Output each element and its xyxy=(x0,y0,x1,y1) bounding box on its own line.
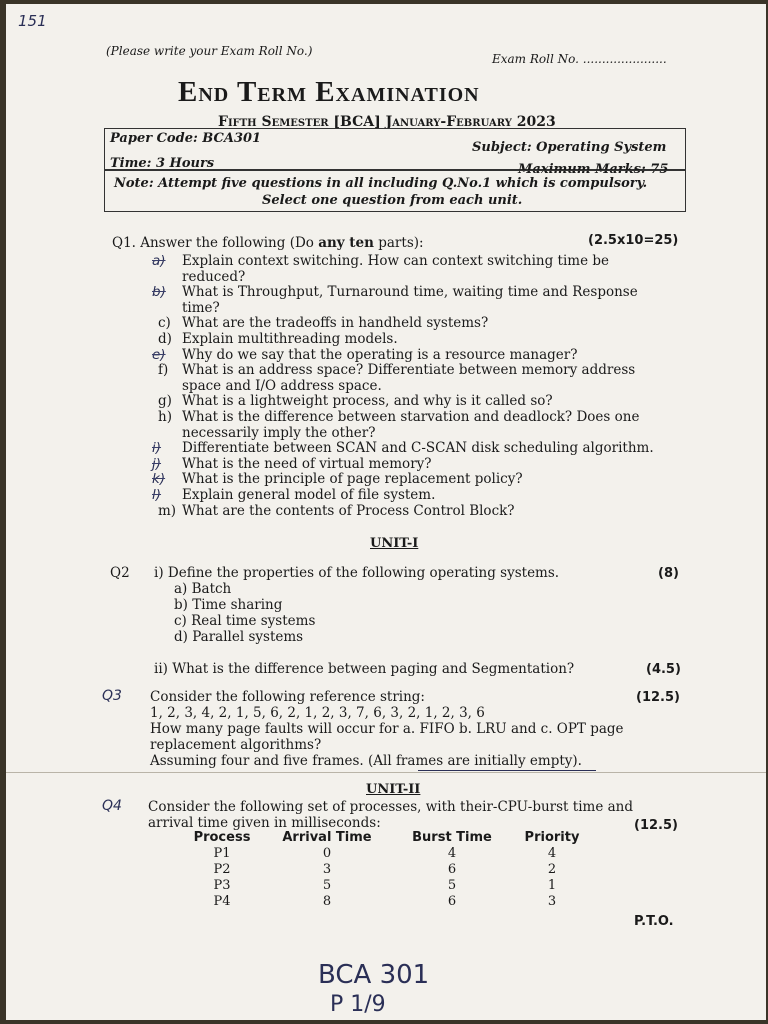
exam-paper xyxy=(6,4,766,1020)
q1-part-text: What is the principle of page replacement policy? xyxy=(182,471,523,488)
semester-line: Fifth Semester [BCA] January-February 2023 xyxy=(218,114,556,130)
column-header: Priority xyxy=(524,830,580,845)
q3-marks: (12.5) xyxy=(636,690,680,705)
q2-marks-2: (4.5) xyxy=(646,662,681,677)
q1-part-text: What is the difference between starvation and deadlock? Does one xyxy=(182,409,640,425)
q2-part-2: ii) What is the difference between paging and Segmentation? xyxy=(154,661,575,677)
q4-line-1: Consider the following set of processes, with their-CPU-burst time and xyxy=(148,799,633,815)
q1-part-label: k) xyxy=(152,471,166,488)
q1-part-text: reduced? xyxy=(182,268,246,285)
q1-part-text: Why do we say that the operating is a resource manager? xyxy=(182,346,578,363)
q1-part-label: b) xyxy=(152,284,166,301)
exam-time: Time: 3 Hours xyxy=(110,156,215,171)
q1-part-label: a) xyxy=(152,253,166,269)
q1-part-label: g) xyxy=(158,393,172,410)
table-cell: 6 xyxy=(447,893,457,909)
table-cell: 0 xyxy=(322,845,332,861)
roll-instruction: (Please write your Exam Roll No.) xyxy=(106,44,313,58)
handwritten-underline xyxy=(418,770,596,771)
maximum-marks: Maximum Marks: 75 xyxy=(518,162,669,177)
exam-roll-field[interactable]: Exam Roll No. ...................... xyxy=(492,52,667,66)
q4-number: Q4 xyxy=(102,798,122,814)
pto-label: P.T.O. xyxy=(634,914,674,929)
table-cell: P2 xyxy=(213,861,231,877)
table-cell: 2 xyxy=(547,861,557,877)
table-row xyxy=(182,877,592,893)
q2-item: d) Parallel systems xyxy=(174,629,304,645)
table-header-row xyxy=(182,830,592,845)
q1-part-label: i) xyxy=(152,440,162,457)
table-row xyxy=(182,893,592,909)
column-header: Arrival Time xyxy=(282,830,372,845)
table-cell: 5 xyxy=(322,877,332,893)
process-table xyxy=(182,830,592,909)
table-cell: 4 xyxy=(447,845,457,861)
handwritten-paper-code: BCA 301 xyxy=(318,960,430,990)
q3-line-4: replacement algorithms? xyxy=(150,737,322,753)
q1-part-label: c) xyxy=(158,315,171,332)
q3-number: Q3 xyxy=(102,688,122,704)
q1-intro: Q1. Answer the following (Do any ten parts): xyxy=(112,235,424,251)
q1-part-label: h) xyxy=(158,409,172,425)
q1-part-text: Differentiate between SCAN and C-SCAN disk scheduling algorithm. xyxy=(182,440,654,457)
unit-1-heading: UNIT-I xyxy=(370,536,419,551)
table-cell: P3 xyxy=(213,877,231,893)
q1-marks: (2.5x10=25) xyxy=(588,233,679,248)
q3-line-1: Consider the following reference string: xyxy=(150,689,425,705)
q1-part-label: f) xyxy=(158,362,169,379)
q1-part-text: Explain multithreading models. xyxy=(182,331,398,347)
q4-marks: (12.5) xyxy=(634,818,678,833)
q1-part-text: time? xyxy=(182,299,220,316)
q1-part-text: What is an address space? Differentiate between memory address xyxy=(182,362,636,379)
q1-part-text: What is a lightweight process, and why is it called so? xyxy=(182,393,553,410)
table-cell: P1 xyxy=(213,845,231,861)
paper-code: Paper Code: BCA301 xyxy=(110,131,262,146)
q1-part-text: Explain context switching. How can context switching time be xyxy=(182,253,609,269)
note-line-1: Note: Attempt five questions in all including Q.No.1 which is compulsory. xyxy=(114,176,648,191)
q1-part-text: What are the contents of Process Control Block? xyxy=(182,502,515,519)
column-header: Burst Time xyxy=(412,830,492,845)
table-row xyxy=(182,861,592,877)
table-cell: P4 xyxy=(213,893,231,909)
table-cell: 8 xyxy=(322,893,332,909)
q2-item: b) Time sharing xyxy=(174,597,283,613)
table-cell: 3 xyxy=(547,893,557,909)
q1-part-text: What is Throughput, Turnaround time, waiting time and Response xyxy=(182,284,638,301)
q1-part-label: j) xyxy=(152,455,162,472)
table-row xyxy=(182,845,592,861)
q1-part-label: e) xyxy=(152,346,166,363)
q1-part-label: d) xyxy=(158,331,172,347)
unit-2-heading: UNIT-II xyxy=(366,782,421,797)
q1-part-label: m) xyxy=(158,502,177,519)
table-cell: 3 xyxy=(322,861,332,877)
q1-part-text: necessarily imply the other? xyxy=(182,424,376,441)
table-cell: 4 xyxy=(547,845,557,861)
q3-reference-string: 1, 2, 3, 4, 2, 1, 5, 6, 2, 1, 2, 3, 7, 6, 3, 2, 1, 2, 3, 6 xyxy=(150,705,485,721)
page-fold-line xyxy=(6,772,766,773)
column-header: Process xyxy=(193,830,251,845)
table-cell: 6 xyxy=(447,861,457,877)
q2-item: a) Batch xyxy=(174,581,232,597)
table-cell: 5 xyxy=(447,877,457,893)
q1-part-text: What are the tradeoffs in handheld systems? xyxy=(182,315,489,332)
note-line-2: Select one question from each unit. xyxy=(262,193,523,208)
q2-item: c) Real time systems xyxy=(174,613,316,629)
table-cell: 1 xyxy=(547,877,557,893)
exam-title: End Term Examination xyxy=(178,76,480,108)
q4-line-2: arrival time given in milliseconds: xyxy=(148,815,381,831)
q2-part-1: i) Define the properties of the following operating systems. xyxy=(154,565,560,581)
q2-number: Q2 xyxy=(110,565,130,581)
q1-part-label: l) xyxy=(152,487,162,503)
q3-line-5: Assuming four and five frames. (All frames are initially empty). xyxy=(150,753,582,769)
corner-handwritten-note: 151 xyxy=(18,12,47,30)
q1-part-text: Explain general model of file system. xyxy=(182,487,436,503)
q1-part-text: What is the need of virtual memory? xyxy=(182,455,432,472)
subject: Subject: Operating System xyxy=(472,140,667,155)
q1-part-text: space and I/O address space. xyxy=(182,377,382,394)
q3-line-3: How many page faults will occur for a. FIFO b. LRU and c. OPT page xyxy=(150,721,624,737)
q2-marks-1: (8) xyxy=(658,566,679,581)
handwritten-page-number: P 1/9 xyxy=(330,992,386,1017)
